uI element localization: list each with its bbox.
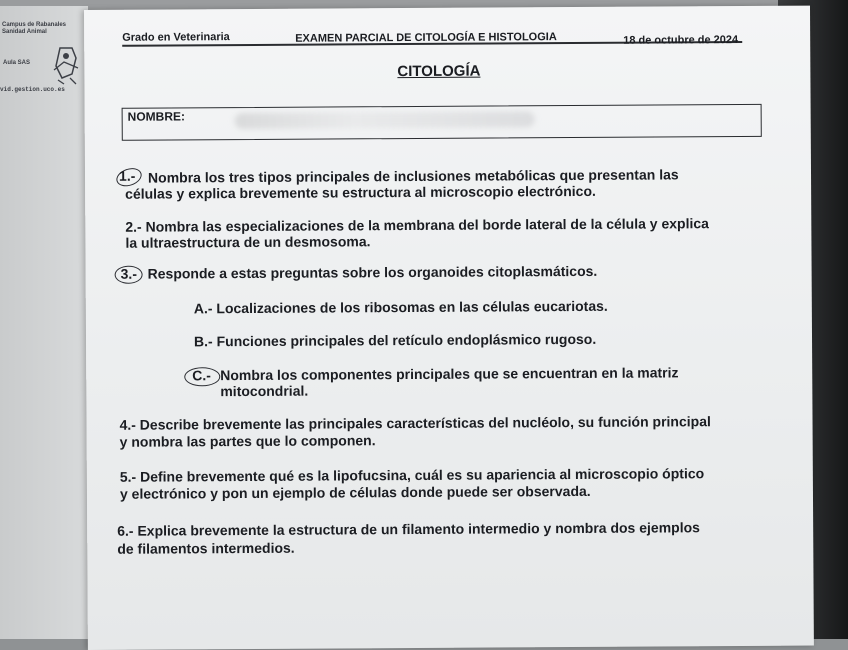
side-sheet <box>0 6 88 639</box>
room-label: Aula SAS <box>3 60 31 66</box>
q3b-line1: B.- Funciones principales del retículo endoplásmico rugoso. <box>193 330 597 350</box>
degree-label: Grado en Veterinaria <box>122 31 230 44</box>
q3-line1: Responde a estas preguntas sobre los organoides citoplasmáticos. <box>147 262 598 282</box>
q4-line1: 4.- Describe brevemente las principales características del nucléolo, su función principal <box>119 413 711 433</box>
q3c-line1: Nombra los componentes principales que se encuentran en la matriz <box>220 364 679 384</box>
q6-line1: 6.- Explica brevemente la estructura de un filamento intermedio y nombra dos ejemplos <box>117 519 700 539</box>
redacted-name <box>235 111 535 129</box>
q2-line2: la ultraestructura de un desmosoma. <box>125 233 371 251</box>
q1-line1: Nombra los tres tipos principales de inclusiones metabólicas que presentan las <box>147 166 679 186</box>
q3c-line2: mitocondrial. <box>220 382 309 400</box>
subject-title: CITOLOGÍA <box>397 62 481 81</box>
q1-number: 1.- <box>118 167 136 184</box>
q3-number: 3.- <box>120 265 138 282</box>
q5-line1: 5.- Define brevemente qué es la lipofucsina, cuál es su apariencia al microscopio óptico <box>119 465 705 485</box>
exam-date: 18 de octubre de 2024 <box>623 34 739 47</box>
q5-line2: y electrónico y pon un ejemplo de células donde puede ser observada. <box>119 482 591 502</box>
exam-title: EXAMEN PARCIAL DE CITOLOGÍA E HISTOLOGIA <box>295 31 557 45</box>
department-label: Sanidad Animal <box>2 29 47 35</box>
q2-line1: 2.- Nombra las especializaciones de la membrana del borde lateral de la célula y explica <box>125 215 709 235</box>
mascot-logo-icon <box>50 44 82 86</box>
website-label: vid.gestion.uco.es <box>0 86 65 93</box>
name-label: NOMBRE: <box>127 109 186 124</box>
q4-line2: y nombra las partes que lo componen. <box>119 432 376 450</box>
q1-line2: células y explica brevemente su estructura al microscopio electrónico. <box>125 182 596 202</box>
exam-sheet <box>84 6 814 650</box>
q3a-line1: A.- Localizaciones de los ribosomas en las células eucariotas. <box>193 297 608 317</box>
q6-line2: de filamentos intermedios. <box>117 539 295 557</box>
campus-label: Campus de Rabanales <box>2 22 67 28</box>
q3c-letter: C.- <box>192 367 211 384</box>
